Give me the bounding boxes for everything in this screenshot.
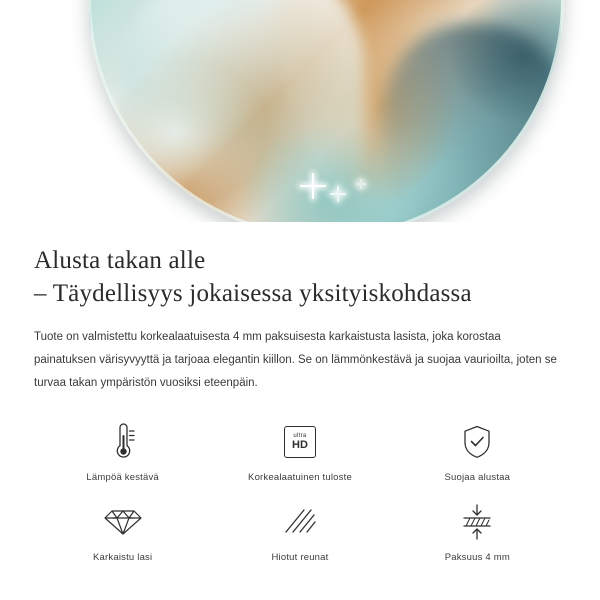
thickness-arrows-icon [459,501,495,543]
feature-label: Lämpöä kestävä [86,472,159,483]
feature-label: Suojaa alustaa [444,472,511,483]
round-marble-glass-plate [88,0,564,222]
feature-label: Hiotut reunat [271,552,329,563]
feature-item [389,501,566,563]
polished-edges-icon [282,501,318,543]
feature-item [211,501,388,563]
ultra-hd-icon [284,421,316,463]
feature-label: Paksuus 4 mm [444,552,510,563]
white-swirl [119,0,363,222]
feature-item [389,421,566,483]
feature-item [34,501,211,563]
content-area [0,244,600,563]
feature-item [211,421,388,483]
ultra-hd-top-text: ultra [293,433,307,439]
feature-grid [34,421,566,563]
ultra-hd-bottom-text: HD [292,439,308,451]
headline-line-2: – Täydellisyys jokaisessa yksityiskohdassa [34,280,472,307]
shield-check-icon [460,421,494,463]
page-title [34,244,566,310]
description-paragraph: Tuote on valmistettu korkealaatuisesta 4 mm paksuisesta karkaistusta lasista, joka korostaa painatuksen värisyvyyttä ja tarjoaa elegantin kiillon. Se on lämmönkestävä ja suojaa vaurioilta, joten se turvaa takan ympäristön vuosiksi eteenpäin. [34,331,557,389]
feature-label: Korkealaatuinen tuloste [248,472,352,483]
diamond-icon [104,501,142,543]
feature-label: Karkaistu lasi [93,552,153,563]
hero-image [0,0,600,222]
headline-line-1: Alusta takan alle [34,247,206,274]
feature-item [34,421,211,483]
dark-teal-swirl [382,24,564,223]
thermometer-icon [106,421,140,463]
